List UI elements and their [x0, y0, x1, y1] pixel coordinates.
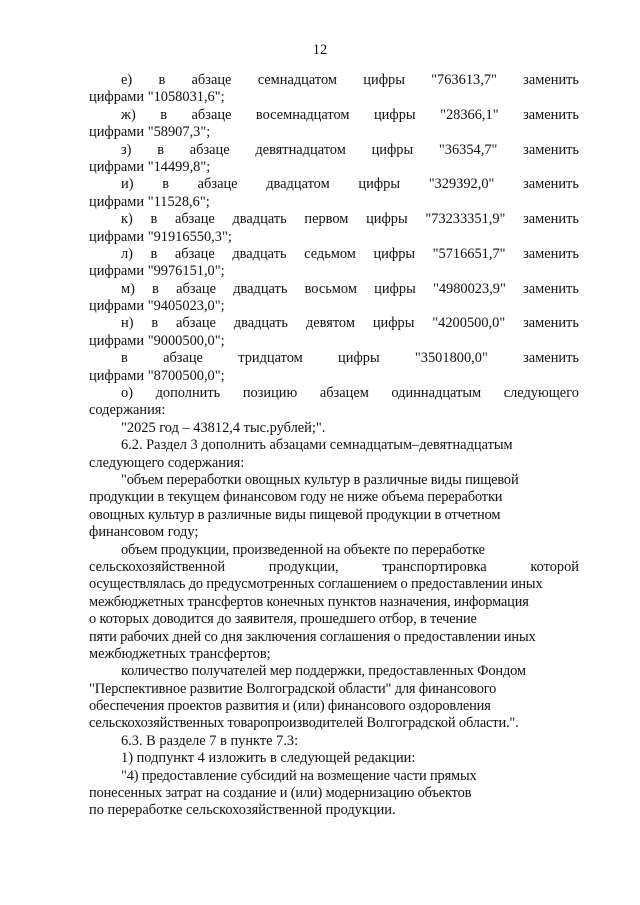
item-k-continuation: цифрами "91916550,3"; — [89, 228, 232, 245]
word: семнадцатом — [257, 72, 338, 88]
word: заменить — [523, 350, 579, 367]
item-zh-line — [89, 107, 579, 124]
word: тридцатом — [238, 350, 303, 367]
word: в — [152, 280, 159, 297]
quote1-line1: "объем переработки овощных культур в различные виды пищевой — [121, 471, 519, 488]
quote4-line1: "4) предоставление субсидий на возмещение части прямых — [121, 767, 477, 784]
item-zh-continuation: цифрами "58907,3"; — [89, 124, 211, 141]
item-z-line — [89, 142, 579, 159]
word: заменить — [523, 106, 579, 123]
word: цифры — [358, 176, 400, 193]
item-v-line — [89, 350, 579, 367]
word: о) — [121, 385, 133, 402]
item-n-continuation: цифрами "9000500,0"; — [89, 332, 225, 349]
quote-2025: "2025 год – 43812,4 тыс.рублей;". — [121, 419, 326, 436]
word: в — [158, 72, 166, 88]
item-e-continuation: цифрами "1058031,6"; — [89, 89, 225, 106]
paragraph-6-2-line2: следующего содержания: — [89, 454, 245, 471]
quote2-line1: объем продукции, произведенной на объекте по переработке — [121, 541, 485, 558]
item-z-continuation: цифрами "14499,8"; — [89, 158, 211, 175]
word: девятнадцатом — [255, 141, 346, 158]
word: заменить — [523, 245, 579, 262]
word: двадцатом — [266, 176, 330, 193]
word: абзацем — [319, 385, 369, 402]
word: к) — [121, 211, 133, 228]
word: заменить — [523, 315, 579, 332]
word: "5716651,7" — [432, 245, 506, 262]
document-body — [89, 72, 579, 820]
word: восьмом — [304, 280, 357, 297]
word: цифры — [363, 72, 405, 88]
quote4-line2: понесенных затрат на создание и (или) модернизацию объектов — [89, 785, 472, 802]
quote3-line3: обеспечения проектов развития и (или) финансового оздоровления — [89, 698, 491, 715]
word: абзаце — [174, 245, 215, 262]
word: которой — [530, 558, 579, 575]
word: цифры — [366, 211, 408, 228]
word: в — [150, 245, 158, 262]
word: следующего — [503, 385, 579, 402]
word: абзаце — [163, 350, 203, 367]
quote4-line3: по переработке сельскохозяйственной продукции. — [89, 802, 396, 819]
paragraph-6-3: 6.3. В разделе 7 в пункте 7.3: — [121, 732, 299, 749]
word: одиннадцатым — [391, 385, 482, 402]
word: позицию — [242, 385, 298, 402]
item-k-line — [89, 211, 579, 228]
word: абзаце — [189, 141, 230, 158]
word: ж) — [121, 106, 136, 123]
paragraph-6-3-subitem1: 1) подпункт 4 изложить в следующей редакции: — [121, 750, 416, 767]
page-number: 12 — [312, 42, 328, 58]
word: в — [150, 211, 158, 228]
word: абзаце — [176, 315, 216, 332]
word: з) — [121, 141, 132, 158]
word: в — [121, 350, 128, 367]
quote1-line4: финансовом году; — [89, 524, 199, 541]
word: "73233351,9" — [425, 211, 506, 228]
word: продукции, — [268, 558, 339, 575]
word: абзаце — [176, 280, 216, 297]
word: и) — [121, 176, 134, 193]
word: в — [160, 106, 168, 123]
word: м) — [121, 280, 135, 297]
word: двадцать — [232, 245, 287, 262]
quote2-line6: пяти рабочих дней со дня заключения соглашения о предоставлении иных — [89, 628, 536, 645]
word: "763613,7" — [431, 72, 497, 88]
word: заменить — [523, 176, 579, 193]
item-i-continuation: цифрами "11528,6"; — [89, 193, 210, 210]
quote2-line4: межбюджетных трансфертов конечных пунктов назначения, информация — [89, 593, 529, 610]
item-v-continuation: цифрами "8700500,0"; — [89, 367, 225, 384]
item-i-line — [89, 176, 579, 193]
word: цифры — [371, 141, 414, 158]
quote3-line1: количество получателей мер поддержки, предоставленных Фондом — [121, 663, 526, 680]
word: заменить — [523, 280, 579, 297]
word: абзаце — [174, 211, 215, 228]
word: "4980023,9" — [432, 280, 506, 297]
word: восемнадцатом — [255, 106, 350, 123]
word: е) — [121, 72, 133, 88]
word: "28366,1" — [440, 106, 499, 123]
quote2-line5: о которых доводится до заявителя, прошедшего отбор, в течение — [89, 611, 477, 628]
word: двадцать — [232, 211, 287, 228]
word: седьмом — [304, 245, 356, 262]
word: в — [157, 141, 165, 158]
word: "3501800,0" — [414, 350, 488, 367]
item-e-line — [89, 72, 579, 89]
word: заменить — [523, 211, 579, 228]
word: сельскохозяйственной — [89, 558, 226, 575]
quote2-line7: межбюджетных трансфертов; — [89, 645, 271, 662]
word: цифры — [372, 315, 415, 332]
item-m-line — [89, 281, 579, 298]
word: "36354,7" — [438, 141, 498, 158]
item-o-line — [89, 385, 579, 402]
quote2-line3: осуществлялась до предусмотренных соглашением о предоставлении иных — [89, 576, 543, 593]
word: заменить — [523, 72, 579, 88]
word: абзаце — [197, 176, 238, 193]
word: цифры — [373, 106, 416, 123]
quote1-line2: продукции в текущем финансовом году не ниже объема переработки — [89, 489, 503, 506]
word: первом — [304, 211, 349, 228]
word: абзаце — [191, 72, 232, 88]
word: девятом — [305, 315, 355, 332]
item-l-continuation: цифрами "9976151,0"; — [89, 263, 225, 280]
word: н) — [121, 315, 134, 332]
word: заменить — [523, 141, 579, 158]
quote3-line2: "Перспективное развитие Волгоградской области" для финансового — [89, 680, 497, 697]
item-l-line — [89, 246, 579, 263]
word: транспортировка — [382, 558, 487, 575]
word: цифры — [373, 245, 416, 262]
quote3-line4: сельскохозяйственных товаропроизводителей Волгоградской области.". — [89, 715, 519, 732]
word: л) — [121, 245, 133, 262]
paragraph-6-2-line1: 6.2. Раздел 3 дополнить абзацами семнадцатым–девятнадцатым — [121, 437, 513, 454]
word: цифры — [338, 350, 380, 367]
word: дополнить — [155, 385, 221, 402]
item-o-continuation: содержания: — [89, 402, 166, 419]
item-m-continuation: цифрами "9405023,0"; — [89, 298, 225, 315]
word: в — [162, 176, 169, 193]
word: абзаце — [191, 106, 232, 123]
word: цифры — [374, 280, 416, 297]
quote1-line3: овощных культур в различные виды пищевой продукции в отчетном — [89, 506, 501, 523]
item-n-line — [89, 315, 579, 332]
word: двадцать — [233, 280, 288, 297]
quote2-line2 — [89, 559, 579, 576]
word: "329392,0" — [428, 176, 495, 193]
word: в — [151, 315, 159, 332]
word: двадцать — [233, 315, 289, 332]
word: "4200500,0" — [432, 315, 506, 332]
